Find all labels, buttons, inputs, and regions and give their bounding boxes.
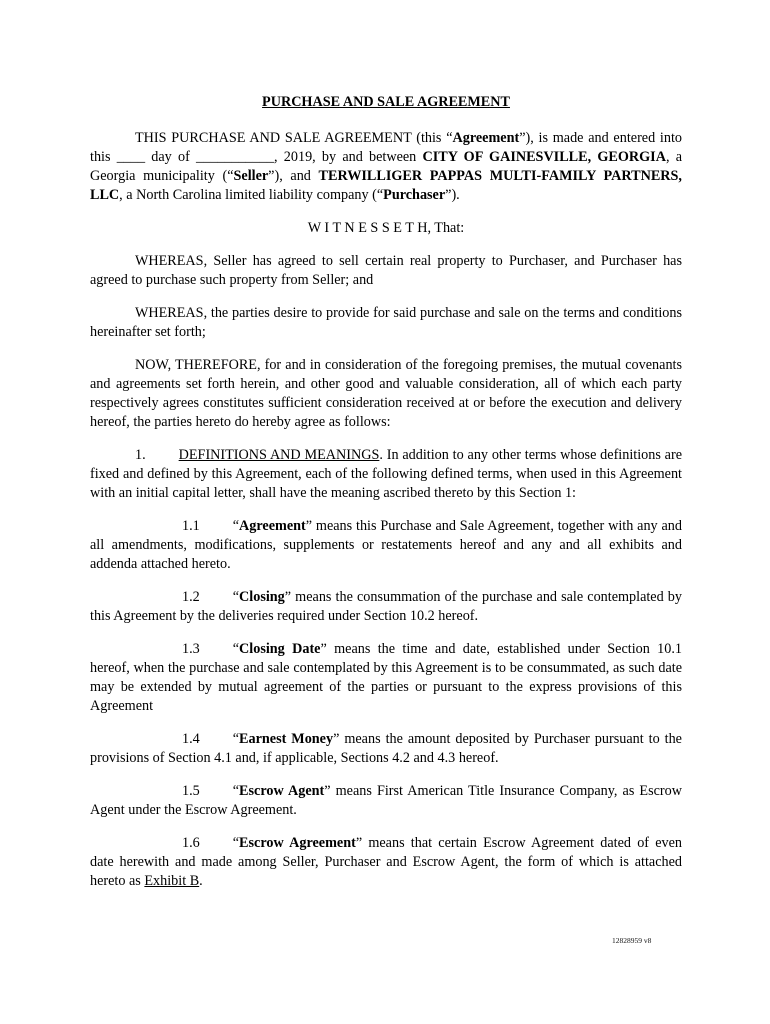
now-therefore-paragraph: NOW, THEREFORE, for and in consideration of the foregoing premises, the mutual covenants and agreements set forth herein, and other good and valuable consideration, all of which each party respectively agrees constitutes sufficient consideration received at or before the execution and delivery hereof, the parties hereto do hereby agree as follows: — [90, 357, 682, 430]
definition-tail: . — [199, 873, 203, 889]
section-1-number: 1. — [135, 447, 146, 463]
definition-term: Escrow Agent — [239, 783, 325, 799]
definition-number: 1.6 — [182, 835, 200, 851]
intro-text: , a North Carolina limited liability company (“ — [119, 187, 384, 203]
definition-number: 1.5 — [182, 783, 200, 799]
definition-1-5: 1.5 “Escrow Agent” means First American Title Insurance Company, as Escrow Agent under the Escrow Agreement. — [90, 783, 682, 818]
intro-party-seller-name: CITY OF GAINESVILLE, GEORGIA — [422, 149, 666, 165]
definition-number: 1.3 — [182, 641, 200, 657]
definition-text: ” means First American Title Insurance Company, as Escrow Agent under the Escrow Agreement. — [90, 783, 682, 818]
definition-term: Earnest Money — [239, 731, 334, 747]
section-1-text: . In addition to any other terms whose definitions are fixed and defined by this Agreement, each of the following defined terms, when used in this Agreement with an initial capital letter, shall have the meaning ascribed thereto by this Section 1: — [90, 447, 682, 501]
definition-1-3: 1.3 “Closing Date” means the time and date, established under Section 10.1 hereof, when the purchase and sale contemplated by this Agreement is to be consummated, as such date may be extended by mutual agreement of the parties or pursuant to the express provisions of this Agreement — [90, 641, 683, 714]
intro-text: THIS PURCHASE AND SALE AGREEMENT (this “ — [135, 130, 453, 146]
document-title: PURCHASE AND SALE AGREEMENT — [262, 94, 510, 110]
whereas-paragraph-1: WHEREAS, Seller has agreed to sell certain real property to Purchaser, and Purchaser has agreed to purchase such property from Seller; and — [90, 253, 682, 288]
exhibit-b-reference: Exhibit B — [144, 873, 200, 889]
whereas-paragraph-2: WHEREAS, the parties desire to provide for said purchase and sale on the terms and conditions hereinafter set forth; — [90, 305, 682, 340]
intro-term-agreement: Agreement — [452, 130, 520, 146]
definition-term: Closing Date — [239, 641, 321, 657]
definition-1-2: 1.2 “Closing” means the consummation of the purchase and sale contemplated by this Agreement by the deliveries required under Section 10.2 hereof. — [90, 589, 682, 624]
definition-text: ” means the consummation of the purchase and sale contemplated by this Agreement by the deliveries required under Section 10.2 hereof. — [90, 589, 682, 624]
definition-term: Closing — [239, 589, 285, 605]
intro-term-seller: Seller — [233, 168, 269, 184]
intro-text: , a Georgia municipality (“ — [90, 149, 682, 184]
definition-term: Agreement — [239, 518, 306, 534]
definition-text: ” means this Purchase and Sale Agreement, together with any and all amendments, modifications, supplements or restatements hereof and any and all exhibits and addenda attached hereto. — [90, 518, 682, 572]
section-1-heading: DEFINITIONS AND MEANINGS — [178, 447, 380, 463]
intro-text: ”), is made and entered into this ____ day of ___________, 2019, by and between — [90, 130, 682, 165]
definition-text: ” means the time and date, established under Section 10.1 hereof, when the purchase and sale contemplated by this Agreement is to be consummated, as such date may be extended by mutual agreement of the parties or pursuant to the express provisions of this Agreement — [90, 641, 683, 714]
definition-1-1: 1.1 “Agreement” means this Purchase and Sale Agreement, together with any and all amendments, modifications, supplements or restatements hereof and any and all exhibits and addenda attached hereto. — [90, 518, 682, 572]
intro-party-purchaser-name: TERWILLIGER PAPPAS MULTI-FAMILY PARTNERS, LLC — [90, 168, 682, 203]
definition-1-6: 1.6 “Escrow Agreement” means that certain Escrow Agreement dated of even date herewith and made among Seller, Purchaser and Escrow Agent, the form of which is attached hereto as Exhibit B. — [90, 835, 682, 889]
definition-text: ” means that certain Escrow Agreement dated of even date herewith and made among Seller, Purchaser and Escrow Agent, the form of which is attached hereto as — [90, 835, 682, 889]
intro-text: ”), and — [268, 168, 319, 184]
document-body — [90, 93, 682, 905]
intro-term-purchaser: Purchaser — [383, 187, 446, 203]
definition-1-4: 1.4 “Earnest Money” means the amount deposited by Purchaser pursuant to the provisions of Section 4.1 and, if applicable, Sections 4.2 and 4.3 hereof. — [90, 731, 682, 766]
intro-text: ”). — [445, 187, 460, 203]
intro-paragraph — [90, 129, 682, 205]
definition-text: ” means the amount deposited by Purchaser pursuant to the provisions of Section 4.1 and, if applicable, Sections 4.2 and 4.3 hereof. — [90, 731, 682, 766]
section-1-paragraph — [90, 446, 682, 503]
definition-number: 1.4 — [182, 731, 200, 747]
definition-number: 1.2 — [182, 589, 200, 605]
document-footer-id: 12828959 v8 — [612, 936, 652, 945]
witnesseth-heading: W I T N E S S E T H, That: — [307, 220, 465, 236]
definition-number: 1.1 — [182, 518, 200, 534]
definition-term: Escrow Agreement — [239, 835, 356, 851]
